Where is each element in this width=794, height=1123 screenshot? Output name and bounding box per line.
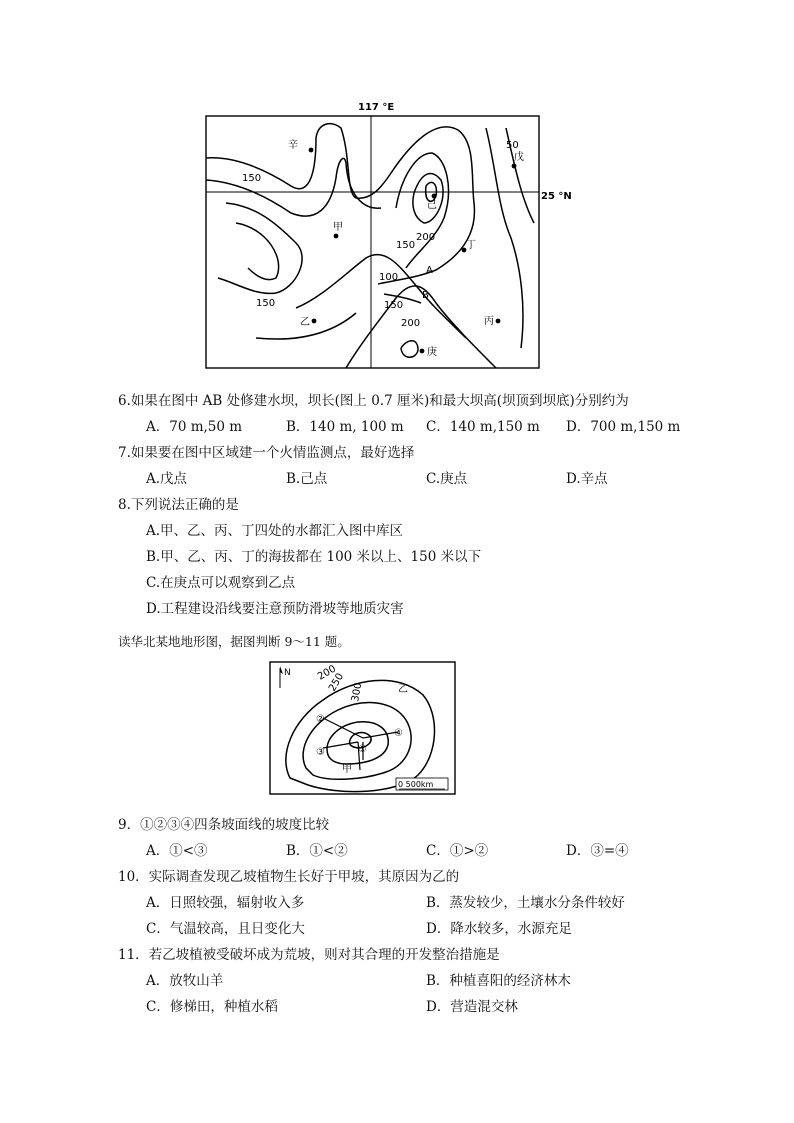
parallel-label: 25 °N	[541, 191, 572, 202]
contour-label: 200	[416, 232, 436, 243]
point-label: 甲	[333, 222, 343, 233]
point-label: 己	[427, 200, 437, 211]
slope-label-yi: 乙	[398, 684, 408, 695]
point-label: 乙	[300, 317, 310, 328]
slope-marker-4: ④	[394, 728, 403, 739]
north-label: N	[284, 668, 291, 678]
contour-label: 100	[379, 272, 399, 283]
scale-label: 0 500km	[398, 780, 434, 789]
contour-label: 150	[242, 173, 262, 184]
question-10-stem: 10．实际调查发现乙坡植物生长好于甲坡，其原因为乙的	[118, 869, 460, 885]
contour-label: 200	[316, 663, 339, 683]
slope-marker-1: ①	[358, 744, 367, 755]
question-6-option-a[interactable]: A．70 m,50 m	[146, 419, 243, 435]
question-9-stem: 9．①②③④四条坡面线的坡度比较	[118, 817, 330, 833]
question-8-stem: 8.下列说法正确的是	[118, 497, 239, 513]
question-11-option-d[interactable]: D．营造混交林	[426, 999, 518, 1015]
question-9-option-d[interactable]: D．③=④	[566, 843, 629, 859]
question-9-option-b[interactable]: B．①<②	[286, 843, 348, 859]
question-7-option-b[interactable]: B.己点	[286, 471, 328, 487]
question-6-option-d[interactable]: D．700 m,150 m	[566, 419, 681, 435]
point-label: A	[426, 265, 433, 276]
contour-map-2	[268, 660, 458, 796]
question-10-option-a[interactable]: A．日照较强，辐射收入多	[146, 895, 305, 911]
question-8-option-d[interactable]: D.工程建设沿线要注意预防滑坡等地质灾害	[146, 601, 404, 617]
question-8-option-a[interactable]: A.甲、乙、丙、丁四处的水都汇入图中库区	[146, 523, 404, 539]
point-label: 辛	[288, 140, 298, 151]
question-8-option-c[interactable]: C.在庚点可以观察到乙点	[146, 575, 296, 591]
question-6-option-b[interactable]: B．140 m, 100 m	[286, 419, 404, 435]
question-6-option-c[interactable]: C．140 m,150 m	[426, 419, 540, 435]
point-label: 戊	[514, 152, 524, 163]
question-11-option-a[interactable]: A．放牧山羊	[146, 973, 224, 989]
slope-label-jia: 甲	[342, 764, 352, 775]
meridian-label: 117 °E	[358, 102, 395, 113]
contour-label: 150	[396, 240, 416, 251]
contour-map-1	[196, 98, 586, 376]
slope-marker-2: ②	[316, 714, 325, 725]
contour-label: 200	[401, 318, 421, 329]
contour-label: 150	[256, 298, 276, 309]
question-10-option-c[interactable]: C．气温较高，且日变化大	[146, 921, 305, 937]
question-8-option-b[interactable]: B.甲、乙、丙、丁的海拔都在 100 米以上、150 米以下	[146, 549, 482, 565]
point-label: 丙	[484, 316, 494, 327]
contour-label: 150	[384, 300, 404, 311]
question-7-option-a[interactable]: A.戊点	[146, 471, 188, 487]
intro-text: 读华北某地地形图，据图判断 9～11 题。	[118, 634, 350, 649]
question-6-stem: 6.如果在图中 AB 处修建水坝，坝长(图上 0.7 厘米)和最大坝高(坝顶到坝底)分别约为	[118, 393, 629, 409]
point-label: 庚	[427, 347, 437, 358]
question-7-option-d[interactable]: D.辛点	[566, 471, 608, 487]
slope-marker-3: ③	[316, 747, 325, 758]
point-label: 丁	[466, 240, 476, 251]
contour-label: 50	[506, 140, 519, 151]
question-10-option-b[interactable]: B．蒸发较少，土壤水分条件较好	[426, 895, 625, 911]
point-label: B	[422, 290, 429, 301]
question-9-option-a[interactable]: A．①<③	[146, 843, 208, 859]
question-11-stem: 11．若乙坡植被受破坏成为荒坡，则对其合理的开发整治措施是	[118, 947, 500, 963]
question-7-stem: 7.如果要在图中区域建一个火情监测点，最好选择	[118, 445, 415, 461]
question-10-option-d[interactable]: D．降水较多，水源充足	[426, 921, 572, 937]
question-7-option-c[interactable]: C.庚点	[426, 471, 468, 487]
question-11-option-c[interactable]: C．修梯田，种植水稻	[146, 999, 278, 1015]
question-11-option-b[interactable]: B．种植喜阳的经济林木	[426, 973, 571, 989]
contour-label: 250	[327, 671, 347, 694]
contour-label: 300	[350, 681, 365, 703]
question-9-option-c[interactable]: C．①>②	[426, 843, 489, 859]
